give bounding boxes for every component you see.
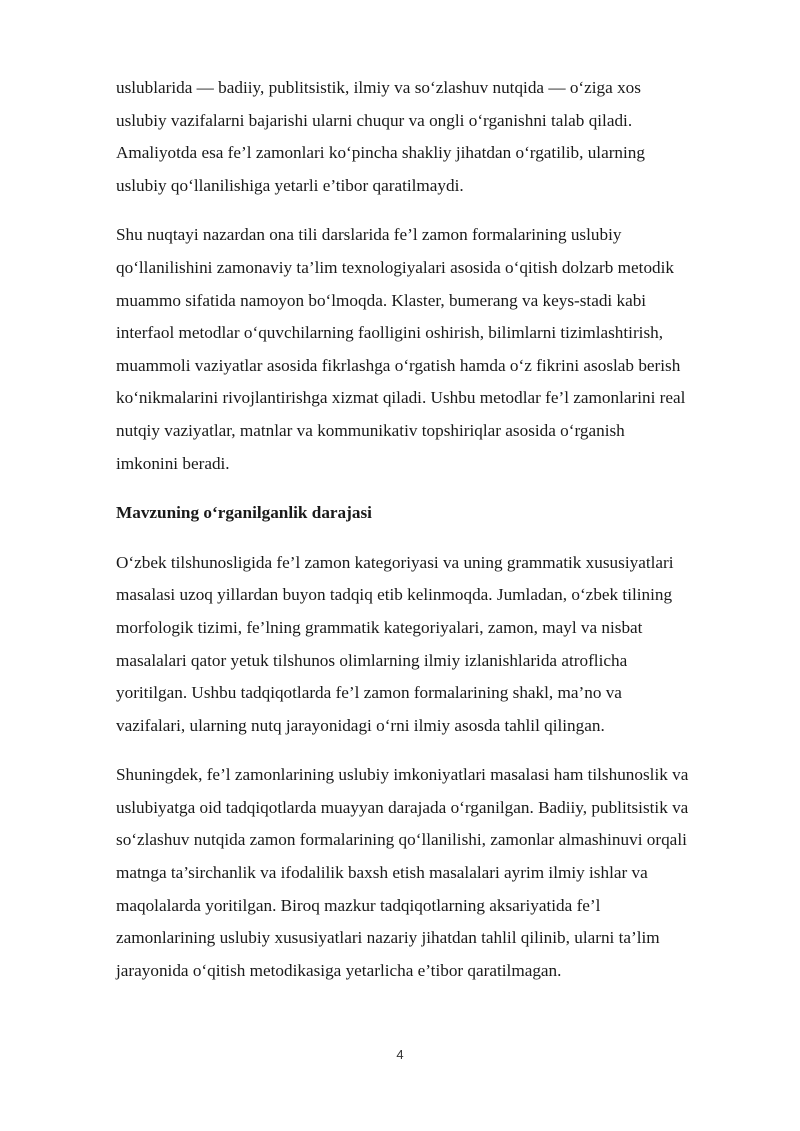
paragraph-continuation: uslublarida — badiiy, publitsistik, ilmiy va so‘zlashuv nutqida — o‘ziga xos uslubiy vazifalarni bajarishi ularni chuqur va ongli o‘rganishni talab qiladi. Amaliyotda esa fe’l zamonlari ko‘pincha shakliy jihatdan o‘rgatilib, ularning uslubiy qo‘llanilishiga yetarli e’tibor qaratilmaydi. (116, 78, 645, 195)
paragraph-research-history: O‘zbek tilshunosligida fe’l zamon kategoriyasi va uning grammatik xususiyatlari masalasi uzoq yillardan buyon tadqiq etib kelinmoqda. Jumladan, o‘zbek tilining morfologik tizimi, fe’lning grammatik kategoriyalari, zamon, mayl va nisbat masalalari qator yetuk tilshunos olimlarning ilmiy izlanishlarida atroflicha yoritilgan. Ushbu tadqiqotlarda fe’l zamon formalarining shakl, ma’no va vazifalari, ularning nutq jarayonidagi o‘rni ilmiy asosda tahlil qilingan. (116, 552, 674, 735)
paragraph-methods: Shu nuqtayi nazardan ona tili darslarida fe’l zamon formalarining uslubiy qo‘llanilishini zamonaviy ta’lim texnologiyalari asosida o‘qitish dolzarb metodik muammo sifatida namoyon bo‘lmoqda. Klaster, bumerang va keys-stadi kabi interfaol metodlar o‘quvchilarning faolligini oshirish, bilimlarni tizimlashtirish, muammoli vaziyatlar asosida fikrlashga o‘rgatish hamda o‘z fikrini asoslab berish ko‘nikmalarini rivojlantirishga xizmat qiladi. Ushbu metodlar fe’l zamonlarini real nutqiy vaziyatlar, matnlar va kommunikativ topshiriqlar asosida o‘rganish imkonini beradi. (116, 225, 686, 473)
paragraph-stylistic-research: Shuningdek, fe’l zamonlarining uslubiy imkoniyatlari masalasi ham tilshunoslik va uslubiyatga oid tadqiqotlarda muayyan darajada o‘rganilgan. Badiiy, publitsistik va so‘zlashuv nutqida zamon formalarining qo‘llanilishi, zamonlar almashinuvi orqali matnga ta’sirchanlik va ifodalilik baxsh etish masalalari ayrim ilmiy ishlar va maqolalarda yoritilgan. Biroq mazkur tadqiqotlarning aksariyatida fe’l zamonlarining uslubiy xususiyatlari nazariy jihatdan tahlil qilinib, ularni ta’lim jarayonida o‘qitish metodikasiga yetarlicha e’tibor qaratilmagan. (116, 765, 689, 980)
section-heading: Mavzuning o‘rganilganlik darajasi (116, 503, 372, 523)
document-page (116, 72, 746, 1004)
page-number: 4 (396, 1047, 404, 1062)
